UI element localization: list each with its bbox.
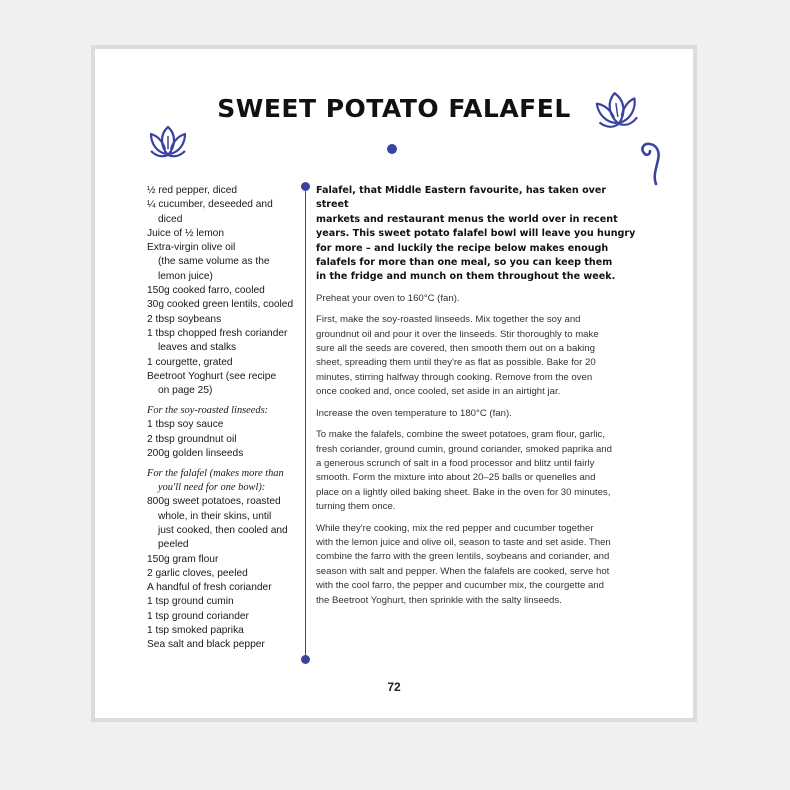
ingredient-item: ½ red pepper, diced	[147, 185, 238, 196]
method-paragraph: Preheat your oven to 160°C (fan).	[316, 292, 460, 304]
ingredient-item: 2 tbsp soybeans	[147, 313, 222, 325]
divider-cap-bottom	[301, 655, 310, 664]
ingredients-list	[147, 184, 307, 653]
ingredient-item: 1 tbsp chopped fresh coriander leaves and stalks	[147, 327, 288, 354]
method-paragraph: Increase the oven temperature to 180°C (fan).	[316, 407, 512, 419]
ingredient-item: A handful of fresh coriander	[147, 582, 272, 594]
method-paragraph: To make the falafels, combine the sweet potatoes, gram flour, garlic, fresh coriander, ground cumin, ground coriander, smoked paprika and a generous scrunch of salt in a food processor and blitz until fairly smooth. Form the mixture into about 20–25 balls or quenelles and place on a lightly oiled baking sheet. Bake in the oven for 30 minutes, turning them once.	[316, 429, 612, 513]
ingredient-item: 200g golden linseeds	[147, 448, 244, 460]
method-paragraph: While they're cooking, mix the red pepper and cucumber together with the lemon juice and olive oil, season to taste and set aside. Then combine the farro with the green lentils, soybeans and coriander, and season with salt and pepper. When the falafels are cooked, serve hot with the cool farro, the pepper and cucumber mix, the courgette and the Beetroot Yoghurt, then sprinkle with the salty linseeds.	[316, 522, 611, 606]
column-divider	[305, 187, 306, 661]
page-number: 72	[387, 680, 401, 694]
ingredient-item: 1 courgette, grated	[147, 356, 233, 368]
ingredient-item: Juice of ½ lemon	[147, 227, 225, 239]
ingredient-item: 1 tsp smoked paprika	[147, 625, 244, 637]
ingredient-item: 30g cooked green lentils, cooled	[147, 299, 294, 311]
ingredient-item: 150g gram flour	[147, 553, 219, 565]
lotus-icon	[145, 122, 191, 167]
intro-paragraph: Falafel, that Middle Eastern favourite, has taken over street markets and restaurant menus the world over in recent years. This sweet potato falafel bowl will leave you hungry for more – and luckily the recipe below makes enough falafels for more than one meal, so you can keep them in the fridge and munch on them throughout the week.	[316, 185, 636, 283]
method-paragraph: First, make the soy-roasted linseeds. Mix together the soy and groundnut oil and pour it over the linseeds. Stir thoroughly to make sure all the seeds are covered, then smooth them out on a baking sheet, spreading them until they're as flat as possible. Bake for 20 minutes, stirring halfway through cooking. Remove from the oven once cooked and, once cooled, set aside in an airtight jar.	[316, 314, 599, 398]
ingredient-item: 800g sweet potatoes, roasted whole, in their skins, until just cooked, then cooled and peeled	[147, 496, 288, 551]
ingredient-item: 2 tbsp groundnut oil	[147, 433, 237, 445]
ingredient-item: 1 tbsp soy sauce	[147, 419, 224, 431]
ingredient-item: 150g cooked farro, cooled	[147, 285, 265, 297]
ingredient-section-heading: For the soy-roasted linseeds:	[147, 405, 269, 417]
page-title: SWEET POTATO FALAFEL	[217, 94, 571, 123]
ingredient-item: Sea salt and black pepper	[147, 639, 265, 651]
ingredient-item: Extra-virgin olive oil (the same volume as the lemon juice)	[147, 242, 270, 282]
lotus-icon	[592, 89, 642, 138]
recipe-page	[91, 45, 697, 722]
ingredient-item: 1 tsp ground coriander	[147, 610, 249, 622]
method-steps	[316, 292, 638, 608]
swirl-icon	[635, 139, 665, 194]
ingredient-item: 1 tsp ground cumin	[147, 596, 234, 608]
ingredient-item: ¼ cucumber, deseeded and diced	[147, 199, 273, 225]
dot-icon	[387, 144, 397, 154]
method-column	[316, 184, 638, 615]
ingredient-item: Beetroot Yoghurt (see recipe on page 25)	[147, 370, 277, 397]
ingredient-section-heading: For the falafel (makes more than you'll need for one bowl):	[147, 468, 284, 494]
ingredient-item: 2 garlic cloves, peeled	[147, 567, 248, 579]
